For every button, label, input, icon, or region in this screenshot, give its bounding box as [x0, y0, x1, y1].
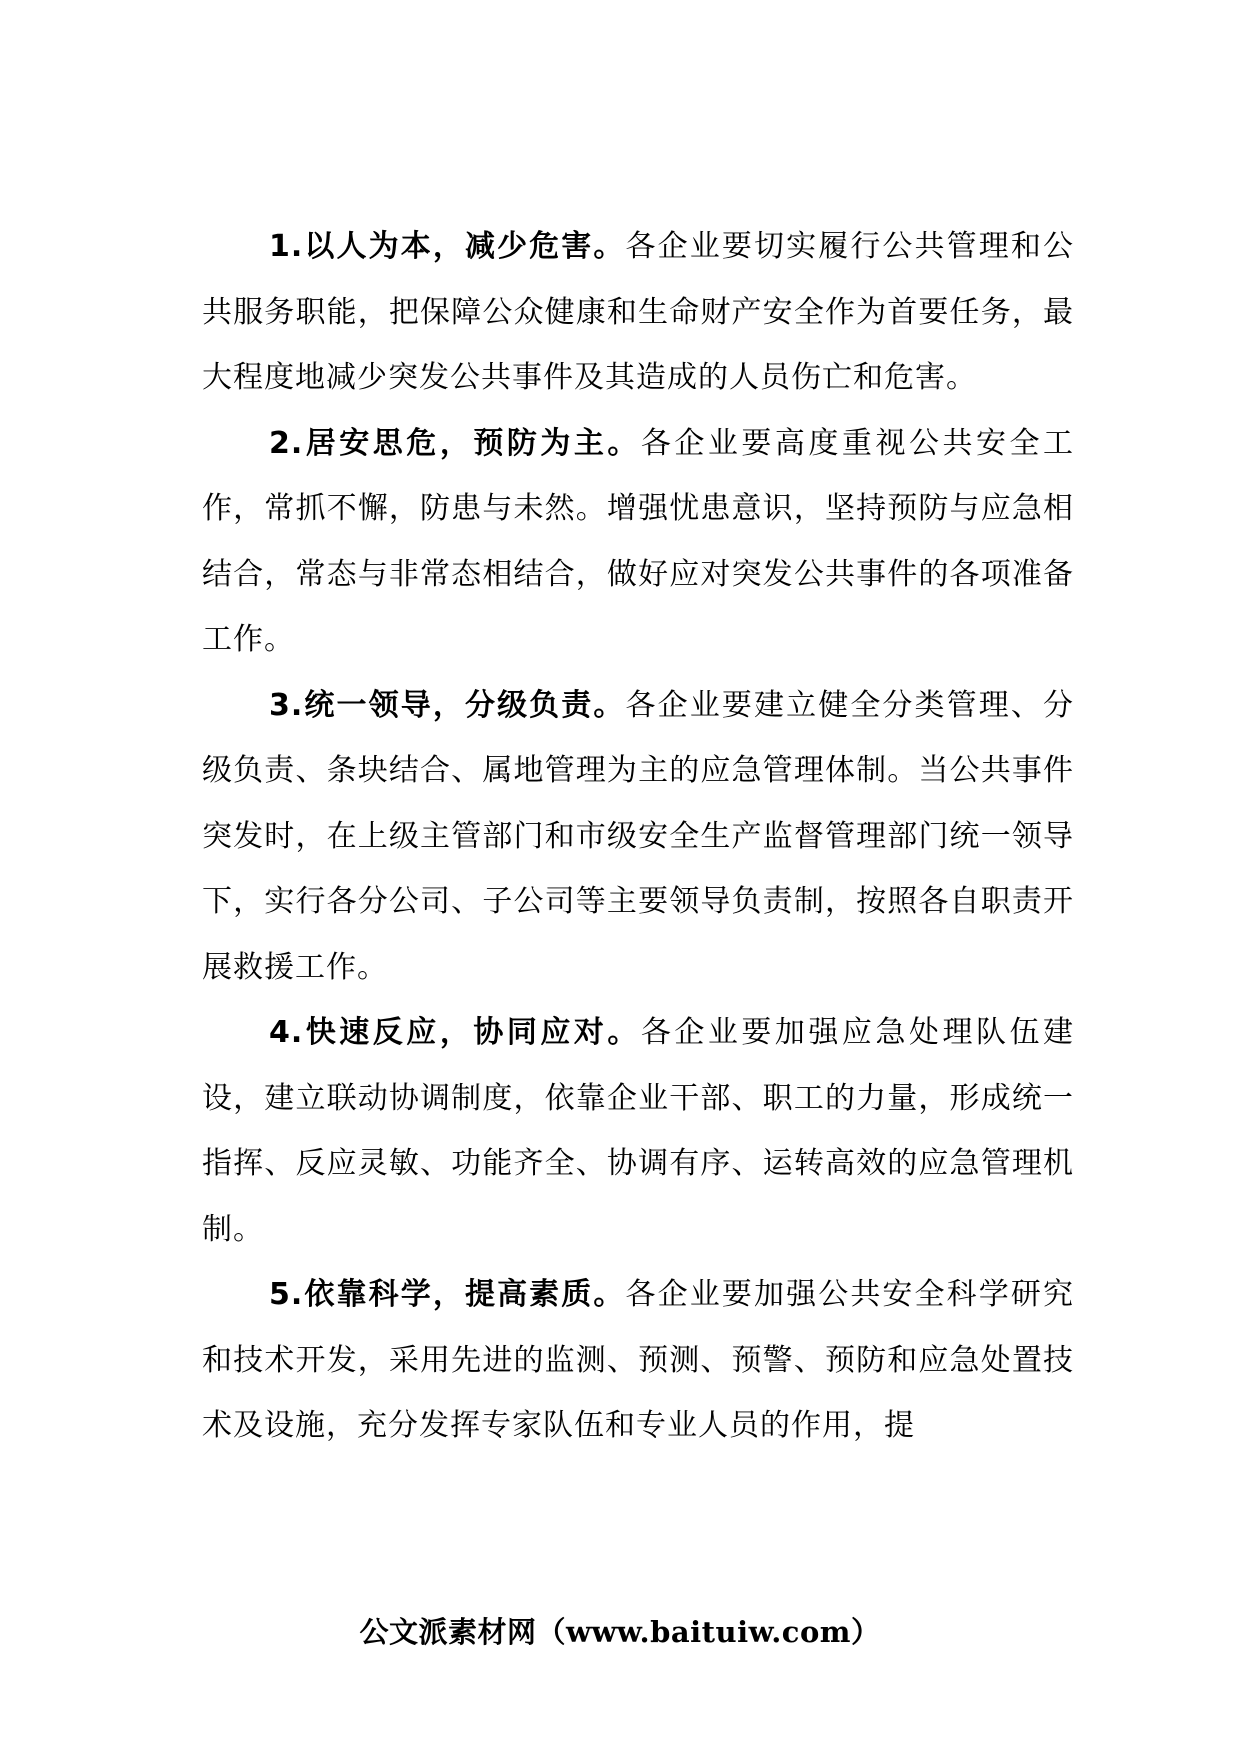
principle-paragraph-1: [202, 214, 1074, 411]
principle-heading-3: 3.统一领导，分级负责。: [269, 687, 626, 723]
principle-paragraph-3: [202, 673, 1074, 1001]
principle-heading-1: 1.以人为本，减少危害。: [269, 229, 626, 264]
principle-heading-2: 2.居安思危，预防为主。: [269, 425, 641, 461]
principle-heading-5: 5.依靠科学，提高素质。: [269, 1277, 626, 1312]
principle-text-4: 各企业要加强应急处理队伍建设，建立联动协调制度，依靠企业干部、职工的力量，形成统一指挥、反应灵敏、功能齐全、协调有序、运转高效的应急管理机制。: [202, 1015, 1074, 1247]
principle-paragraph-5: [202, 1262, 1074, 1459]
principle-text-3: 各企业要建立健全分类管理、分级负责、条块结合、属地管理为主的应急管理体制。当公共事件突发时，在上级主管部门和市级安全生产监督管理部门统一领导下，实行各分公司、子公司等主要领导负责制，按照各自职责开展救援工作。: [202, 687, 1075, 985]
principle-paragraph-2: [202, 411, 1074, 673]
principle-text-1: 各企业要切实履行公共管理和公共服务职能，把保障公众健康和生命财产安全作为首要任务，最大程度地减少突发公共事件及其造成的人员伤亡和危害。: [202, 229, 1075, 395]
document-body: [202, 214, 1074, 1459]
principle-heading-4: 4.快速反应，协同应对。: [269, 1015, 641, 1050]
principle-text-5: 各企业要加强公共安全科学研究和技术开发，采用先进的监测、预测、预警、预防和应急处置技术及设施，充分发挥专家队伍和专业人员的作用，提: [202, 1277, 1075, 1443]
principle-paragraph-4: [202, 1000, 1074, 1262]
page-footer-source: 公文派素材网（www.baituiw.com）: [359, 1615, 881, 1649]
principle-text-2: 各企业要高度重视公共安全工作，常抓不懈，防患与未然。增强忧患意识，坚持预防与应急相结合，常态与非常态相结合，做好应对突发公共事件的各项准备工作。: [202, 425, 1074, 657]
